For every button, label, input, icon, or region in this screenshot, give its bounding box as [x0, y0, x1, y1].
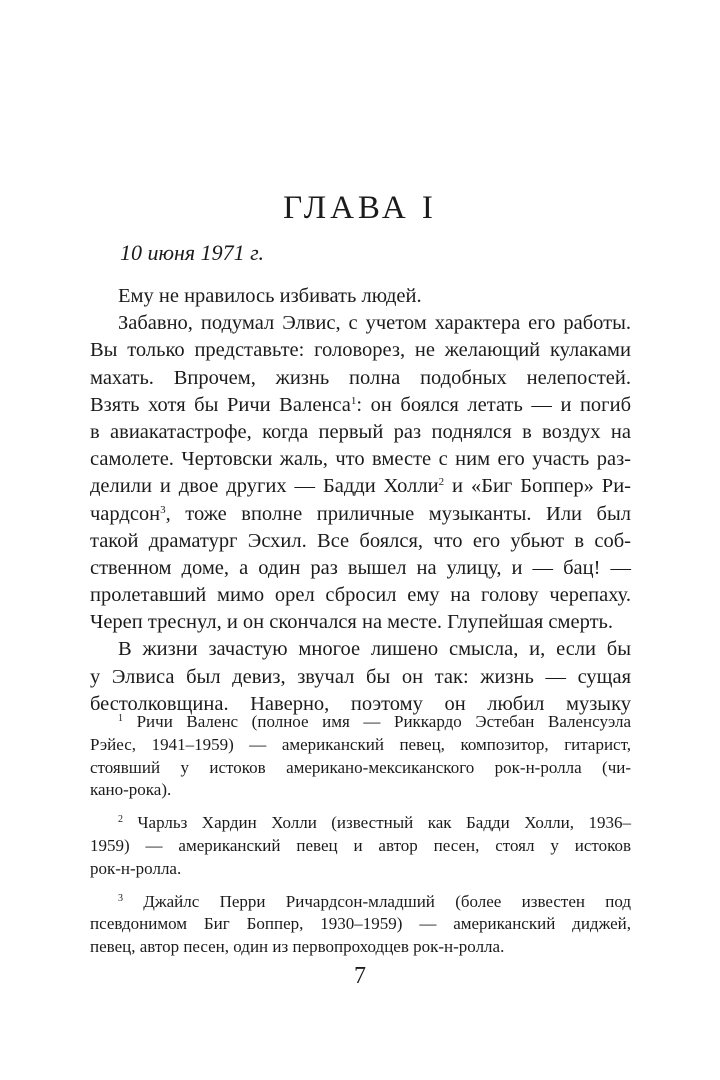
paragraph-line: махать. Впрочем, жизнь полна подобных нелепостей. [90, 366, 631, 389]
paragraph-line: в авиакатастрофе, когда первый раз поднялся в воздух на [90, 420, 631, 443]
footnote-ref-1[interactable]: 1 [350, 394, 357, 407]
chapter-title: ГЛАВА I [283, 190, 437, 226]
paragraph-line: Ему не нравилось избивать людей. [118, 285, 422, 307]
footnote-line: рок-н-ролла. [90, 858, 182, 878]
footnote-ref-3[interactable]: 3 [160, 503, 166, 516]
paragraph-line: такой драматург Эсхил. Все боялся, что его убьют в соб- [90, 529, 631, 552]
paragraph-line: бестолковщина. Наверно, поэтому он любил музыку [90, 692, 631, 715]
footnote-mark: 3 [118, 892, 123, 904]
paragraph-line: ственном доме, а один раз вышел на улицу, и — бац! — [90, 556, 631, 579]
footnote-line: Рэйес, 1941–1959) — американский певец, композитор, гитарист, [90, 734, 631, 754]
footnote-line: $^2$ Чарльз Хардин Холли (известный как Бадди Холли, 1936– [118, 813, 631, 833]
body-text [90, 283, 631, 718]
footnote-3 [90, 891, 631, 959]
paragraph-line: самолете. Чертовски жаль, что вместе с ним его участь раз- [90, 448, 631, 471]
paragraph-line: Череп треснул, и он скончался на месте. Глупейшая смерть. [90, 611, 614, 634]
paragraph-line: В жизни зачастую многое лишено смысла, и, если бы [118, 638, 631, 661]
footnote-line: кано-рока). [90, 780, 172, 800]
chapter-date: 10 июня 1971 г. [120, 240, 264, 265]
paragraph-line: делили и двое других — Бадди Холли$^2$ и «Биг Боппер» Ри- [90, 475, 631, 498]
paragraph-line: пролетавший мимо орел сбросил ему на голову черепаху. [90, 584, 631, 607]
footnote-mark: 1 [118, 713, 123, 724]
paragraph-line: чардсон$^3$, тоже вполне приличные музыканты. Или был [90, 502, 631, 525]
footnotes [90, 711, 631, 959]
footnote-ref-2[interactable]: 2 [438, 476, 445, 489]
footnote-line: псевдонимом Биг Боппер, 1930–1959) — американский диджей, [90, 914, 631, 934]
footnote-1 [90, 711, 631, 802]
paragraph-line: у Элвиса был девиз, звучал бы он так: жизнь — сущая [90, 665, 631, 688]
footnote-mark: 2 [118, 814, 123, 826]
footnote-line: 1959) — американский певец и автор песен, стоял у истоков [90, 835, 631, 855]
paragraph-line: Вы только представьте: головорез, не желающий кулаками [90, 339, 631, 362]
paragraph-line: Забавно, подумал Элвис, с учетом характера его работы. [118, 312, 631, 335]
footnote-2 [90, 812, 631, 880]
paragraph-line: Взять хотя бы Ричи Валенса$^1$: он боялся летать — и погиб [90, 393, 631, 416]
footnote-line: $^1$ Ричи Валенс (полное имя — Риккардо Эстебан Валенсуэла [118, 712, 631, 731]
footnote-line: стоявший у истоков американо-мексиканского рок-н-ролла (чи- [90, 757, 631, 777]
page-number: 7 [354, 963, 366, 989]
footnote-line: $^3$ Джайлс Перри Ричардсон-младший (более известен под [118, 891, 632, 911]
footnote-line: певец, автор песен, один из первопроходцев рок-н-ролла. [90, 937, 505, 957]
